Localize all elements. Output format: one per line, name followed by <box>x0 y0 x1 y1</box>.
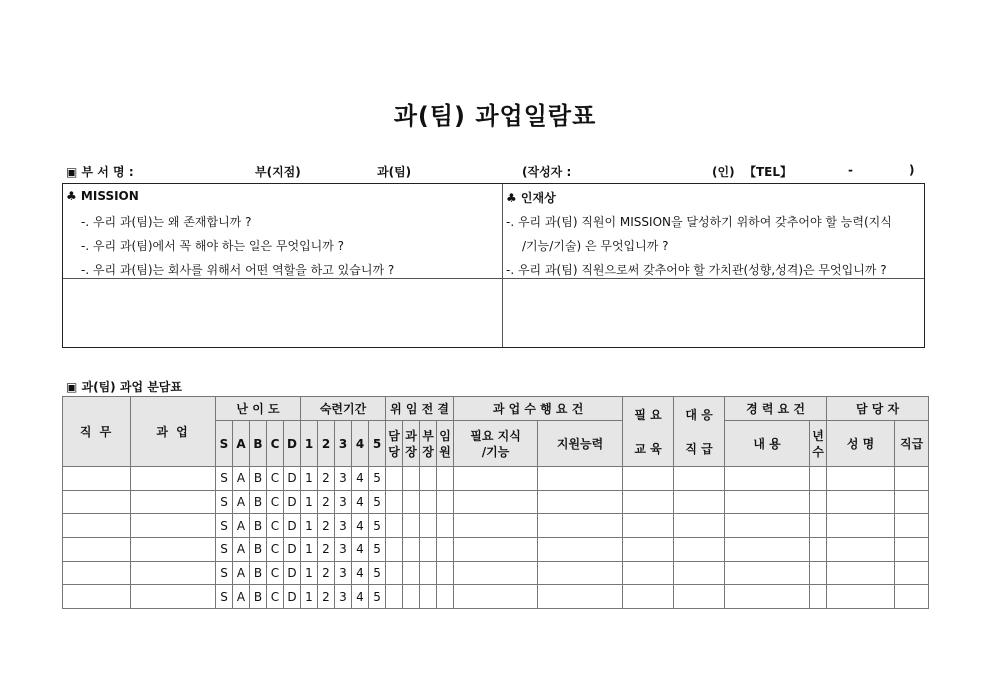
task-cell[interactable] <box>131 561 216 585</box>
job-cell[interactable] <box>63 538 131 562</box>
delegation-staff-cell[interactable] <box>386 467 403 491</box>
difficulty-option[interactable]: A <box>233 514 250 538</box>
proficiency-option[interactable]: 5 <box>369 538 386 562</box>
header-owner: 담 당 자 <box>827 397 929 421</box>
difficulty-option[interactable]: D <box>284 514 301 538</box>
proficiency-option[interactable]: 3 <box>335 467 352 491</box>
header-prof-2: 2 <box>318 421 335 467</box>
owner-name-cell[interactable] <box>827 490 895 514</box>
career-years-cell[interactable] <box>810 585 827 609</box>
proficiency-option[interactable]: 3 <box>335 538 352 562</box>
career-content-cell[interactable] <box>725 538 810 562</box>
difficulty-option[interactable]: A <box>233 561 250 585</box>
difficulty-option[interactable]: B <box>250 514 267 538</box>
delegation-dept-head-cell[interactable] <box>420 561 437 585</box>
proficiency-option[interactable]: 4 <box>352 514 369 538</box>
header-response: 대 응 <box>685 407 713 422</box>
difficulty-option[interactable]: B <box>250 467 267 491</box>
delegation-staff-cell[interactable] <box>386 490 403 514</box>
header-deleg-section-chief <box>403 421 420 467</box>
delegation-section-chief-cell[interactable] <box>403 467 420 491</box>
career-content-cell[interactable] <box>725 585 810 609</box>
header-diff-s: S <box>216 421 233 467</box>
proficiency-option[interactable]: 2 <box>318 467 335 491</box>
difficulty-option[interactable]: A <box>233 585 250 609</box>
talent-line-1: -. 우리 과(팀) 직원이 MISSION을 달성하기 위하여 갖추어야 할 능력(지식 <box>506 215 892 229</box>
delegation-section-chief-cell[interactable] <box>403 514 420 538</box>
proficiency-option[interactable]: 2 <box>318 538 335 562</box>
difficulty-option[interactable]: A <box>233 490 250 514</box>
task-cell[interactable] <box>131 514 216 538</box>
proficiency-option[interactable]: 5 <box>369 514 386 538</box>
difficulty-option[interactable]: D <box>284 561 301 585</box>
header-need: 필 요 <box>634 407 662 422</box>
owner-grade-cell[interactable] <box>895 585 929 609</box>
proficiency-option[interactable]: 2 <box>318 585 335 609</box>
table-row <box>63 467 929 491</box>
support-ability-cell[interactable] <box>538 585 623 609</box>
proficiency-option[interactable]: 1 <box>301 561 318 585</box>
owner-name-cell[interactable] <box>827 538 895 562</box>
career-content-cell[interactable] <box>725 467 810 491</box>
proficiency-option[interactable]: 1 <box>301 467 318 491</box>
delegation-dept-head-cell[interactable] <box>420 490 437 514</box>
owner-name-cell[interactable] <box>827 467 895 491</box>
table-row <box>63 538 929 562</box>
delegation-staff-cell[interactable] <box>386 585 403 609</box>
proficiency-option[interactable]: 4 <box>352 538 369 562</box>
required-knowledge-cell[interactable] <box>454 538 538 562</box>
career-years-cell[interactable] <box>810 561 827 585</box>
delegation-dept-head-cell[interactable] <box>420 538 437 562</box>
header-prof-5: 5 <box>369 421 386 467</box>
header-deleg-executive-top: 임 <box>439 428 451 443</box>
talent-heading: ♣ 인재상 <box>506 191 556 205</box>
difficulty-option[interactable]: D <box>284 490 301 514</box>
mission-talent-box <box>62 183 925 348</box>
difficulty-option[interactable]: C <box>267 467 284 491</box>
header-deleg-dept-head <box>420 421 437 467</box>
header-career-years <box>810 421 827 467</box>
header-difficulty: 난 이 도 <box>216 397 301 421</box>
header-prof-4: 4 <box>352 421 369 467</box>
header-required-knowledge <box>454 421 538 467</box>
proficiency-option[interactable]: 4 <box>352 467 369 491</box>
career-content-cell[interactable] <box>725 561 810 585</box>
header-owner-grade: 직급 <box>895 421 929 467</box>
difficulty-option[interactable]: S <box>216 538 233 562</box>
header-deleg-staff-bottom: 당 <box>388 444 400 459</box>
header-deleg-dept-head-bottom: 장 <box>422 444 434 459</box>
header-proficiency: 숙련기간 <box>301 397 386 421</box>
delegation-executive-cell[interactable] <box>437 490 454 514</box>
proficiency-option[interactable]: 3 <box>335 514 352 538</box>
response-grade-cell[interactable] <box>674 538 725 562</box>
table-row <box>63 514 929 538</box>
header-task: 과 업 <box>131 397 216 467</box>
job-cell[interactable] <box>63 467 131 491</box>
difficulty-option[interactable]: S <box>216 561 233 585</box>
difficulty-option[interactable]: A <box>233 538 250 562</box>
delegation-executive-cell[interactable] <box>437 467 454 491</box>
task-cell[interactable] <box>131 585 216 609</box>
header-deleg-staff <box>386 421 403 467</box>
education-cell[interactable] <box>623 538 674 562</box>
delegation-executive-cell[interactable] <box>437 514 454 538</box>
difficulty-option[interactable]: S <box>216 490 233 514</box>
difficulty-option[interactable]: A <box>233 467 250 491</box>
team-label: 과(팀) <box>377 165 412 179</box>
delegation-staff-cell[interactable] <box>386 561 403 585</box>
education-cell[interactable] <box>623 490 674 514</box>
required-knowledge-cell[interactable] <box>454 514 538 538</box>
task-cell[interactable] <box>131 490 216 514</box>
job-cell[interactable] <box>63 514 131 538</box>
difficulty-option[interactable]: C <box>267 561 284 585</box>
delegation-executive-cell[interactable] <box>437 585 454 609</box>
response-grade-cell[interactable] <box>674 585 725 609</box>
support-ability-cell[interactable] <box>538 561 623 585</box>
education-cell[interactable] <box>623 467 674 491</box>
mission-line-1: -. 우리 과(팀)는 왜 존재합니까 ? <box>81 215 252 229</box>
job-cell[interactable] <box>63 490 131 514</box>
delegation-staff-cell[interactable] <box>386 514 403 538</box>
header-deleg-executive-bottom: 원 <box>439 444 451 459</box>
header-response-grade <box>674 397 725 467</box>
dept-label: ▣ 부 서 명 : <box>66 165 134 179</box>
career-years-cell[interactable] <box>810 490 827 514</box>
career-years-cell[interactable] <box>810 538 827 562</box>
delegation-section-chief-cell[interactable] <box>403 490 420 514</box>
mission-line-3: -. 우리 과(팀)는 회사를 위해서 어떤 역할을 하고 있습니까 ? <box>81 263 395 277</box>
header-support-ability: 지원능력 <box>538 421 623 467</box>
header-owner-name: 성 명 <box>827 421 895 467</box>
header-deleg-section-chief-bottom: 장 <box>405 444 417 459</box>
header-career-years-2: 수 <box>812 444 824 459</box>
education-cell[interactable] <box>623 585 674 609</box>
required-knowledge-cell[interactable] <box>454 585 538 609</box>
task-rows <box>63 467 929 609</box>
proficiency-option[interactable]: 3 <box>335 561 352 585</box>
box-divider-horizontal <box>63 278 924 279</box>
owner-grade-cell[interactable] <box>895 467 929 491</box>
proficiency-option[interactable]: 4 <box>352 585 369 609</box>
header-diff-a: A <box>233 421 250 467</box>
difficulty-option[interactable]: B <box>250 585 267 609</box>
delegation-section-chief-cell[interactable] <box>403 561 420 585</box>
page-title: 과(팀) 과업일람표 <box>393 102 597 130</box>
support-ability-cell[interactable] <box>538 490 623 514</box>
delegation-executive-cell[interactable] <box>437 561 454 585</box>
header-diff-b: B <box>250 421 267 467</box>
seal-label: (인) <box>712 165 735 179</box>
proficiency-option[interactable]: 3 <box>335 585 352 609</box>
delegation-dept-head-cell[interactable] <box>420 514 437 538</box>
owner-name-cell[interactable] <box>827 514 895 538</box>
table-row <box>63 490 929 514</box>
response-grade-cell[interactable] <box>674 561 725 585</box>
proficiency-option[interactable]: 4 <box>352 561 369 585</box>
table-row <box>63 585 929 609</box>
task-allocation-table <box>62 396 929 609</box>
required-knowledge-cell[interactable] <box>454 490 538 514</box>
header-requirements: 과 업 수 행 요 건 <box>454 397 623 421</box>
career-years-cell[interactable] <box>810 467 827 491</box>
header-need-education <box>623 397 674 467</box>
header-deleg-staff-top: 담 <box>388 428 400 443</box>
difficulty-option[interactable]: C <box>267 585 284 609</box>
required-knowledge-cell[interactable] <box>454 561 538 585</box>
header-career: 경 력 요 건 <box>725 397 827 421</box>
career-content-cell[interactable] <box>725 490 810 514</box>
proficiency-option[interactable]: 2 <box>318 490 335 514</box>
difficulty-option[interactable]: C <box>267 538 284 562</box>
required-knowledge-cell[interactable] <box>454 467 538 491</box>
tel-dash: - <box>848 163 853 177</box>
header-job: 직 무 <box>63 397 131 467</box>
author-label: (작성자 : <box>522 165 572 179</box>
proficiency-option[interactable]: 1 <box>301 490 318 514</box>
job-cell[interactable] <box>63 561 131 585</box>
owner-grade-cell[interactable] <box>895 490 929 514</box>
owner-name-cell[interactable] <box>827 585 895 609</box>
proficiency-option[interactable]: 5 <box>369 490 386 514</box>
delegation-dept-head-cell[interactable] <box>420 585 437 609</box>
difficulty-option[interactable]: C <box>267 490 284 514</box>
table-row <box>63 561 929 585</box>
branch-label: 부(지점) <box>255 165 301 179</box>
header-deleg-executive <box>437 421 454 467</box>
owner-grade-cell[interactable] <box>895 561 929 585</box>
difficulty-option[interactable]: C <box>267 514 284 538</box>
talent-line-2: /기능/기술) 은 무엇입니까 ? <box>522 239 669 253</box>
response-grade-cell[interactable] <box>674 467 725 491</box>
header-prof-3: 3 <box>335 421 352 467</box>
task-cell[interactable] <box>131 538 216 562</box>
response-grade-cell[interactable] <box>674 490 725 514</box>
header-grade: 직 급 <box>685 441 713 456</box>
header-career-content: 내 용 <box>725 421 810 467</box>
header-education: 교 육 <box>634 441 662 456</box>
difficulty-option[interactable]: S <box>216 467 233 491</box>
header-deleg-section-chief-top: 과 <box>405 428 417 443</box>
difficulty-option[interactable]: S <box>216 585 233 609</box>
proficiency-option[interactable]: 5 <box>369 561 386 585</box>
proficiency-option[interactable]: 2 <box>318 561 335 585</box>
tel-label: 【TEL】 <box>744 165 793 179</box>
section-title-task-allocation: ▣ 과(팀) 과업 분담표 <box>66 380 182 394</box>
difficulty-option[interactable]: B <box>250 561 267 585</box>
support-ability-cell[interactable] <box>538 467 623 491</box>
difficulty-option[interactable]: D <box>284 538 301 562</box>
job-cell[interactable] <box>63 585 131 609</box>
proficiency-option[interactable]: 2 <box>318 514 335 538</box>
support-ability-cell[interactable] <box>538 538 623 562</box>
difficulty-option[interactable]: S <box>216 514 233 538</box>
delegation-staff-cell[interactable] <box>386 538 403 562</box>
owner-grade-cell[interactable] <box>895 514 929 538</box>
proficiency-option[interactable]: 3 <box>335 490 352 514</box>
education-cell[interactable] <box>623 514 674 538</box>
proficiency-option[interactable]: 5 <box>369 585 386 609</box>
mission-line-2: -. 우리 과(팀)에서 꼭 해야 하는 일은 무엇입니까 ? <box>81 239 345 253</box>
proficiency-option[interactable]: 5 <box>369 467 386 491</box>
proficiency-option[interactable]: 1 <box>301 585 318 609</box>
box-divider-vertical <box>502 184 503 347</box>
difficulty-option[interactable]: D <box>284 467 301 491</box>
header-required-knowledge-1: 필요 지식 <box>470 428 521 443</box>
support-ability-cell[interactable] <box>538 514 623 538</box>
career-years-cell[interactable] <box>810 514 827 538</box>
header-diff-d: D <box>284 421 301 467</box>
task-cell[interactable] <box>131 467 216 491</box>
proficiency-option[interactable]: 1 <box>301 514 318 538</box>
difficulty-option[interactable]: D <box>284 585 301 609</box>
header-deleg-dept-head-top: 부 <box>422 428 434 443</box>
career-content-cell[interactable] <box>725 514 810 538</box>
mission-heading: ♣ MISSION <box>66 189 139 203</box>
education-cell[interactable] <box>623 561 674 585</box>
proficiency-option[interactable]: 1 <box>301 538 318 562</box>
talent-line-3: -. 우리 과(팀) 직원으로써 갖추어야 할 가치관(성향,성격)은 무엇입니까 ? <box>506 263 887 277</box>
delegation-executive-cell[interactable] <box>437 538 454 562</box>
header-delegation: 위 임 전 결 <box>386 397 454 421</box>
proficiency-option[interactable]: 4 <box>352 490 369 514</box>
header-prof-1: 1 <box>301 421 318 467</box>
owner-name-cell[interactable] <box>827 561 895 585</box>
delegation-dept-head-cell[interactable] <box>420 467 437 491</box>
difficulty-option[interactable]: B <box>250 490 267 514</box>
response-grade-cell[interactable] <box>674 514 725 538</box>
header-diff-c: C <box>267 421 284 467</box>
delegation-section-chief-cell[interactable] <box>403 585 420 609</box>
header-required-knowledge-2: /기능 <box>481 444 510 459</box>
header-career-years-1: 년 <box>812 428 824 443</box>
owner-grade-cell[interactable] <box>895 538 929 562</box>
close-paren: ) <box>909 163 915 177</box>
delegation-section-chief-cell[interactable] <box>403 538 420 562</box>
difficulty-option[interactable]: B <box>250 538 267 562</box>
